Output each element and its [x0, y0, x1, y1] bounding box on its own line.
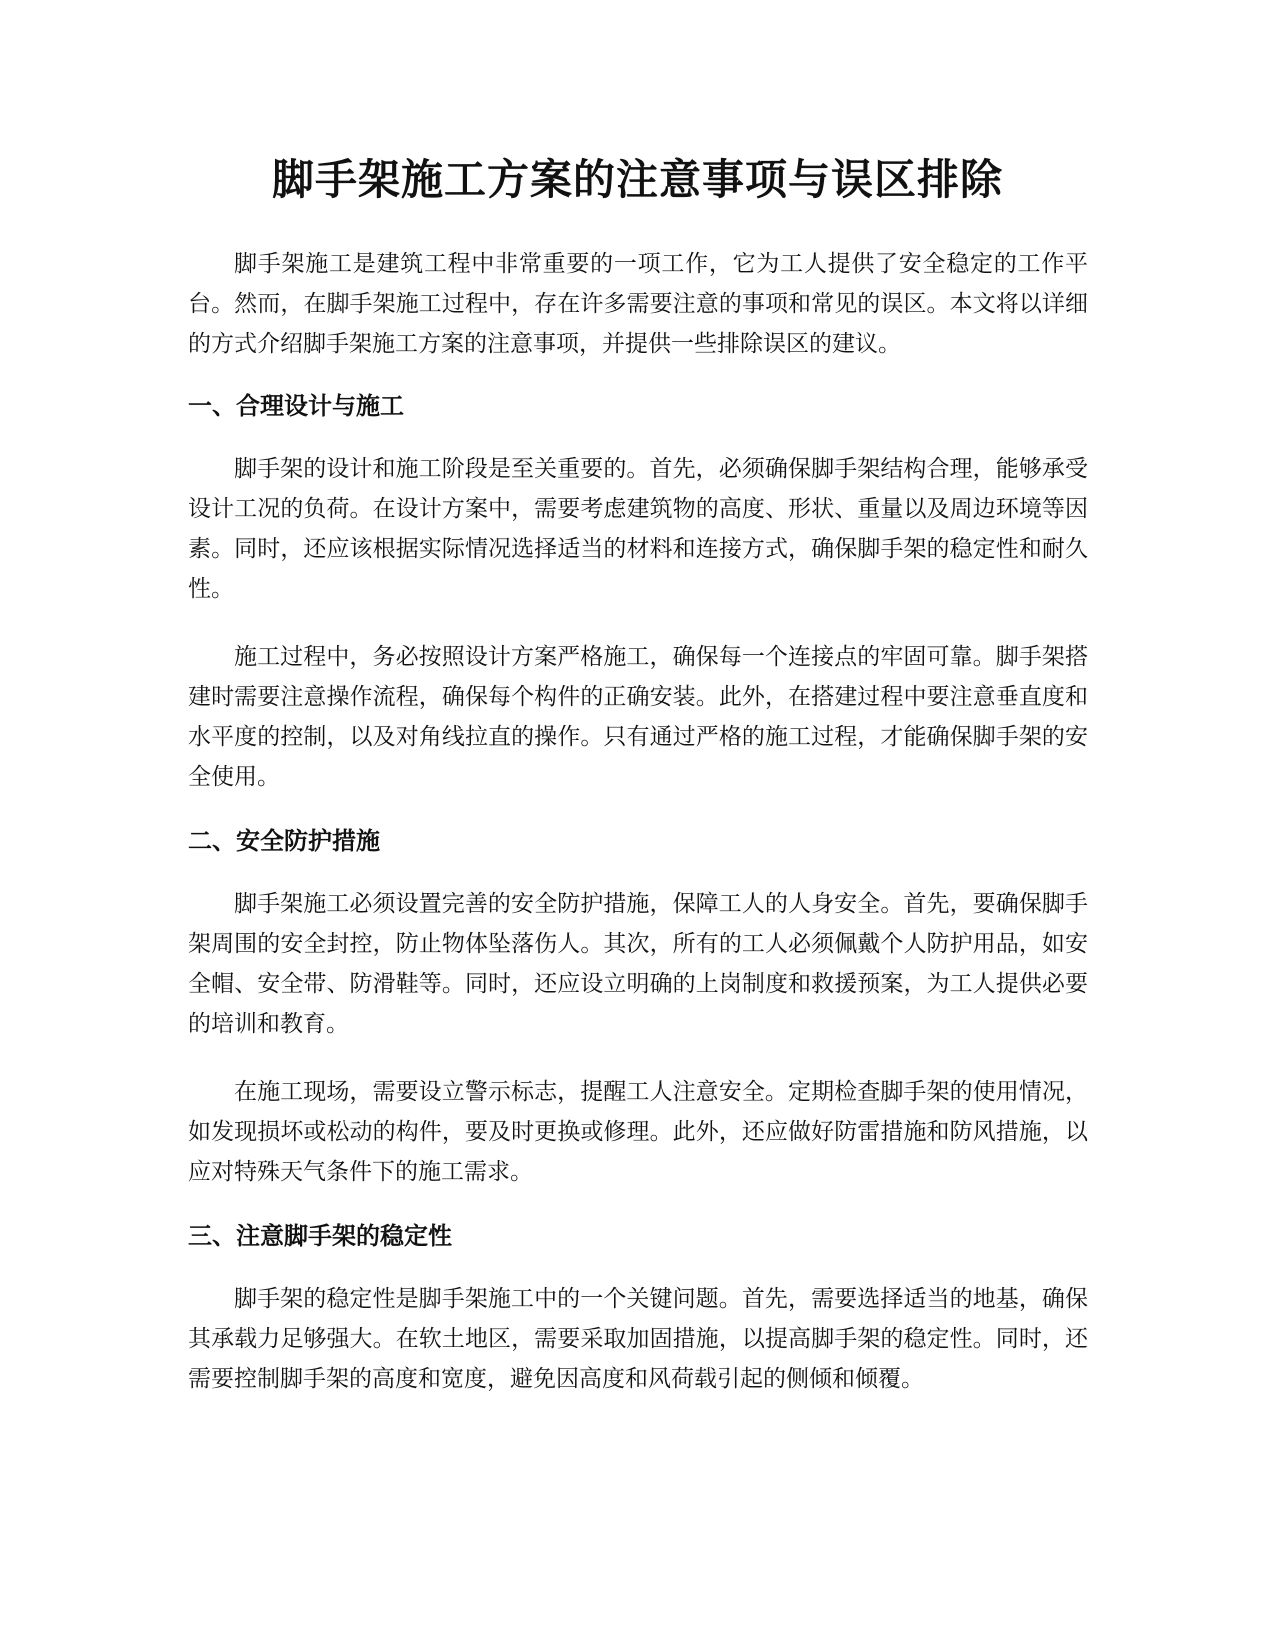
document-body [188, 244, 1088, 1399]
intro-paragraph: 脚手架施工是建筑工程中非常重要的一项工作，它为工人提供了安全稳定的工作平台。然而，在脚手架施工过程中，存在许多需要注意的事项和常见的误区。本文将以详细的方式介绍脚手架施工方案的注意事项，并提供一些排除误区的建议。 [188, 251, 1088, 357]
section-2-paragraph-2: 在施工现场，需要设立警示标志，提醒工人注意安全。定期检查脚手架的使用情况，如发现损坏或松动的构件，要及时更换或修理。此外，还应做好防雷措施和防风措施，以应对特殊天气条件下的施工需求。 [188, 1079, 1088, 1185]
section-3-paragraph-1: 脚手架的稳定性是脚手架施工中的一个关键问题。首先，需要选择适当的地基，确保其承载力足够强大。在软土地区，需要采取加固措施，以提高脚手架的稳定性。同时，还需要控制脚手架的高度和宽度，避免因高度和风荷载引起的侧倾和倾覆。 [188, 1286, 1088, 1392]
section-1-paragraph-2: 施工过程中，务必按照设计方案严格施工，确保每一个连接点的牢固可靠。脚手架搭建时需要注意操作流程，确保每个构件的正确安装。此外，在搭建过程中要注意垂直度和水平度的控制，以及对角线拉直的操作。只有通过严格的施工过程，才能确保脚手架的安全使用。 [188, 644, 1088, 790]
page-title: 脚手架施工方案的注意事项与误区排除 [271, 155, 1003, 204]
section-2-paragraph-1: 脚手架施工必须设置完善的安全防护措施，保障工人的人身安全。首先，要确保脚手架周围的安全封控，防止物体坠落伤人。其次，所有的工人必须佩戴个人防护用品，如安全帽、安全带、防滑鞋等。同时，还应设立明确的上岗制度和救援预案，为工人提供必要的培训和教育。 [188, 891, 1088, 1037]
section-heading-2: 二、安全防护措施 [188, 827, 380, 855]
section-1-paragraph-1: 脚手架的设计和施工阶段是至关重要的。首先，必须确保脚手架结构合理，能够承受设计工况的负荷。在设计方案中，需要考虑建筑物的高度、形状、重量以及周边环境等因素。同时，还应该根据实际情况选择适当的材料和连接方式，确保脚手架的稳定性和耐久性。 [188, 456, 1088, 602]
section-heading-1: 一、合理设计与施工 [188, 392, 404, 420]
section-heading-3: 三、注意脚手架的稳定性 [188, 1222, 452, 1250]
